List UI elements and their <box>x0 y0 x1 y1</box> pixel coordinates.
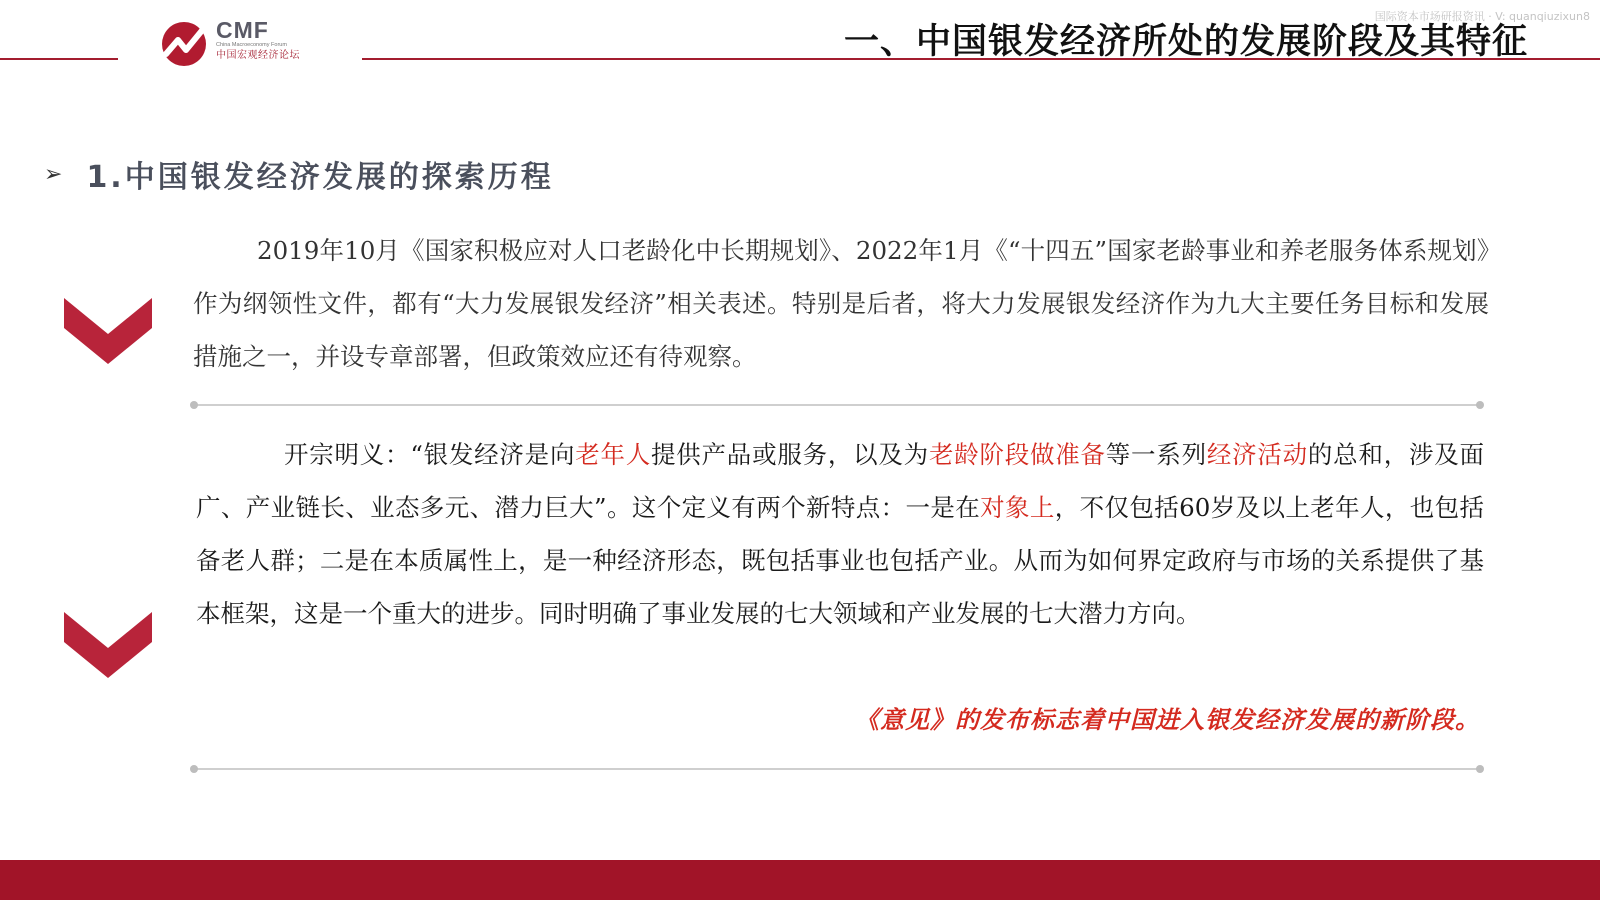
chevron-down-icon <box>64 608 152 680</box>
paragraph-text: ，不仅包括60岁及以上老年人，也包括备老人群；二是在本质属性上，是一种经济形态，既包括事业也包括产业。从而为如何界定政府与市场的关系提供了基本框架，这是一个重大的进步。同时明确了事业发展的七大领域和产业发展的七大潜力方向。 <box>196 493 1484 628</box>
watermark: 国际资本市场研报资讯 · V: quanqiuzixun8 <box>1374 10 1590 23</box>
paragraph-definition <box>196 428 1484 640</box>
page-title: 一、中国银发经济所处的发展阶段及其特征 <box>843 22 1528 62</box>
conclusion-text: 《意见》的发布标志着中国进入银发经济发展的新阶段。 <box>855 705 1480 734</box>
cmf-logo <box>160 18 360 70</box>
paragraph-text: 的总和，涉及面广、产业链长、业态多元、潜力巨大”。这个定义有两个新特点：一是在 <box>196 440 1485 522</box>
divider <box>192 404 1482 406</box>
highlight-text: 经济活动 <box>1206 440 1308 469</box>
footer-bar <box>0 860 1600 900</box>
highlight-text: 对象上 <box>980 493 1055 522</box>
highlight-text: 老龄阶段做准备 <box>928 440 1106 469</box>
logo-subtitle-cn: 中国宏观经济论坛 <box>216 50 300 61</box>
header-rule-left <box>0 58 118 60</box>
paragraph-text: 提供产品或服务，以及为 <box>651 440 929 469</box>
chevron-down-icon <box>64 294 152 366</box>
divider <box>192 768 1482 770</box>
section-title: 1.中国银发经济发展的探索历程 <box>86 160 554 195</box>
logo-name: CMF <box>216 17 269 43</box>
paragraph-text: 等一系列 <box>1105 440 1207 469</box>
highlight-text: 老年人 <box>575 440 652 469</box>
paragraph-policy-history: 2019年10月《国家积极应对人口老龄化中长期规划》、2022年1月《“十四五”国家老龄事业和养老服务体系规划》作为纲领性文件，都有“大力发展银发经济”相关表述。特别是后者，将大力发展银发经济作为九大主要任务目标和发展措施之一，并设专章部署，但政策效应还有待观察。 <box>193 236 1489 371</box>
section-heading <box>44 152 554 196</box>
paragraph-text: 开宗明义：“银发经济是向 <box>284 440 576 469</box>
arrow-bullet-icon: ➢ <box>44 161 63 187</box>
cmf-logo-icon <box>160 20 212 68</box>
logo-subtitle-en: China Macroeconomy Forum <box>216 42 287 48</box>
logo-text <box>216 18 300 63</box>
